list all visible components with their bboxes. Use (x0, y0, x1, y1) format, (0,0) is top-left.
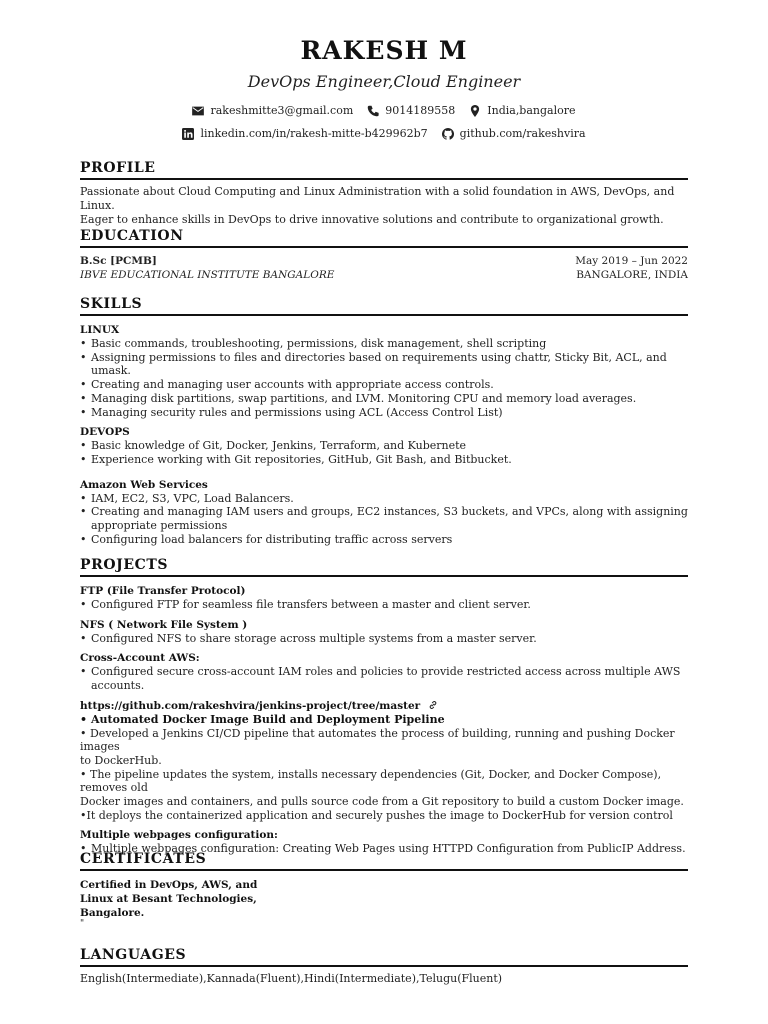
github-contact[interactable] (442, 127, 586, 140)
location-contact (469, 104, 575, 117)
list-item: • Assigning permissions to files and directories based on requirements using chattr, Sticky Bit, ACL, and umask. (80, 351, 688, 378)
section-title: CERTIFICATES (80, 851, 688, 871)
project-line: •It deploys the containerized application and securely pushes the image to DockerHub for version control (80, 808, 673, 822)
linkedin-text: linkedin.com/in/rakesh-mitte-b429962b7 (200, 127, 428, 140)
list-item: • Configuring load balancers for distributing traffic across servers (80, 533, 688, 547)
location-text: India,bangalore (487, 104, 576, 117)
degree: B.Sc [PCMB] (80, 255, 157, 267)
project-line: to DockerHub. (80, 753, 162, 767)
section-title: LANGUAGES (80, 947, 688, 967)
project-label: Multiple webpages configuration: (80, 829, 278, 842)
project-line: • The pipeline updates the system, installs necessary dependencies (Git, Docker, and Docker Compose), removes old (80, 767, 662, 795)
section-title: SKILLS (80, 296, 688, 316)
certificate-line: Bangalore. (80, 907, 145, 919)
list-item: • Managing disk partitions, swap partitions, and LVM. Monitoring CPU and memory load averages. (80, 392, 688, 406)
github-text: github.com/rakeshvira (459, 127, 586, 140)
languages-text: English(Intermediate),Kannada(Fluent),Hindi(Intermediate),Telugu(Fluent) (80, 972, 503, 985)
project-label: FTP (File Transfer Protocol) (80, 585, 246, 597)
github-icon (442, 128, 454, 140)
project-line: Docker images and containers, and pulls source code from a Git repository to build a custom Docker image. (80, 795, 684, 809)
phone-contact[interactable] (367, 104, 455, 117)
candidate-title: DevOps Engineer,Cloud Engineer (247, 72, 521, 91)
certificates-section (80, 851, 688, 929)
education-section (80, 228, 688, 282)
contact-row-1 (80, 104, 688, 117)
list-item-continuation: appropriate permissions (91, 519, 228, 533)
section-title: EDUCATION (80, 228, 688, 248)
list-item: • Configured FTP for seamless file transfers between a master and client server. (80, 598, 688, 612)
email-contact[interactable] (192, 104, 353, 117)
stray-quote: " (80, 919, 85, 929)
projects-section (80, 557, 688, 856)
phone-text: 9014189558 (385, 104, 456, 117)
location-pin-icon (469, 105, 481, 117)
candidate-name: RAKESH M (300, 36, 468, 65)
list-item: • Managing security rules and permissions using ACL (Access Control List) (80, 406, 688, 420)
project-label: NFS ( Network File System ) (80, 618, 248, 631)
skill-group-label: Amazon Web Services (80, 478, 208, 491)
skill-group-label: LINUX (80, 324, 120, 336)
email-text: rakeshmitte3@gmail.com (210, 104, 354, 117)
project-label: Cross-Account AWS: (80, 652, 200, 665)
list-item: • Configured NFS to share storage across multiple systems from a master server. (80, 632, 688, 646)
certificate-line: Linux at Besant Technologies, (80, 893, 257, 905)
linkedin-icon (182, 128, 194, 140)
profile-text (80, 185, 688, 227)
education-row (80, 268, 688, 282)
list-item: • Basic commands, troubleshooting, permissions, disk management, shell scripting (80, 337, 688, 351)
phone-icon (367, 105, 379, 117)
project-line: • Developed a Jenkins CI/CD pipeline that automates the process of building, running and pushing Docker images (80, 726, 675, 754)
contact-row-2 (80, 127, 688, 140)
skills-section (80, 296, 688, 546)
list-item: • Configured secure cross-account IAM roles and policies to provide restricted access across multiple AWS (80, 665, 688, 679)
project-heading: • Automated Docker Image Build and Deployment Pipeline (80, 713, 688, 727)
list-item: • Experience working with Git repositories, GitHub, Git Bash, and Bitbucket. (80, 453, 688, 467)
profile-section (80, 160, 688, 227)
profile-line: Passionate about Cloud Computing and Linux Administration with a solid foundation in AWS, DevOps, and Linux. (80, 185, 675, 212)
list-item-continuation: accounts. (91, 679, 145, 693)
list-item: • Creating and managing user accounts with appropriate access controls. (80, 378, 688, 392)
certificate-line: Certified in DevOps, AWS, and (80, 879, 258, 891)
education-row (80, 254, 688, 268)
education-place: BANGALORE, INDIA (576, 269, 688, 281)
list-item: • Basic knowledge of Git, Docker, Jenkins, Terraform, and Kubernete (80, 439, 688, 453)
mail-icon (192, 105, 204, 117)
section-title: PROFILE (80, 160, 688, 180)
section-title: PROJECTS (80, 557, 688, 577)
education-dates: May 2019 – Jun 2022 (575, 255, 688, 267)
languages-section (80, 947, 688, 986)
project-link[interactable] (80, 699, 688, 713)
skill-group-label: DEVOPS (80, 426, 130, 439)
profile-line: Eager to enhance skills in DevOps to drive innovative solutions and contribute to organizational growth. (80, 213, 664, 226)
spacer (80, 467, 688, 478)
link-icon (428, 700, 438, 710)
list-item: • IAM, EC2, S3, VPC, Load Balancers. (80, 492, 688, 506)
project-url[interactable]: https://github.com/rakeshvira/jenkins-project/tree/master (80, 699, 421, 712)
list-item: • Multiple webpages configuration: Creating Web Pages using HTTPD Configuration from PublicIP Address. (80, 842, 688, 856)
list-item: • Creating and managing IAM users and groups, EC2 instances, S3 buckets, and VPCs, along with assigning (80, 505, 688, 519)
institute: IBVE EDUCATIONAL INSTITUTE BANGALORE (80, 269, 335, 281)
linkedin-contact[interactable] (182, 127, 427, 140)
